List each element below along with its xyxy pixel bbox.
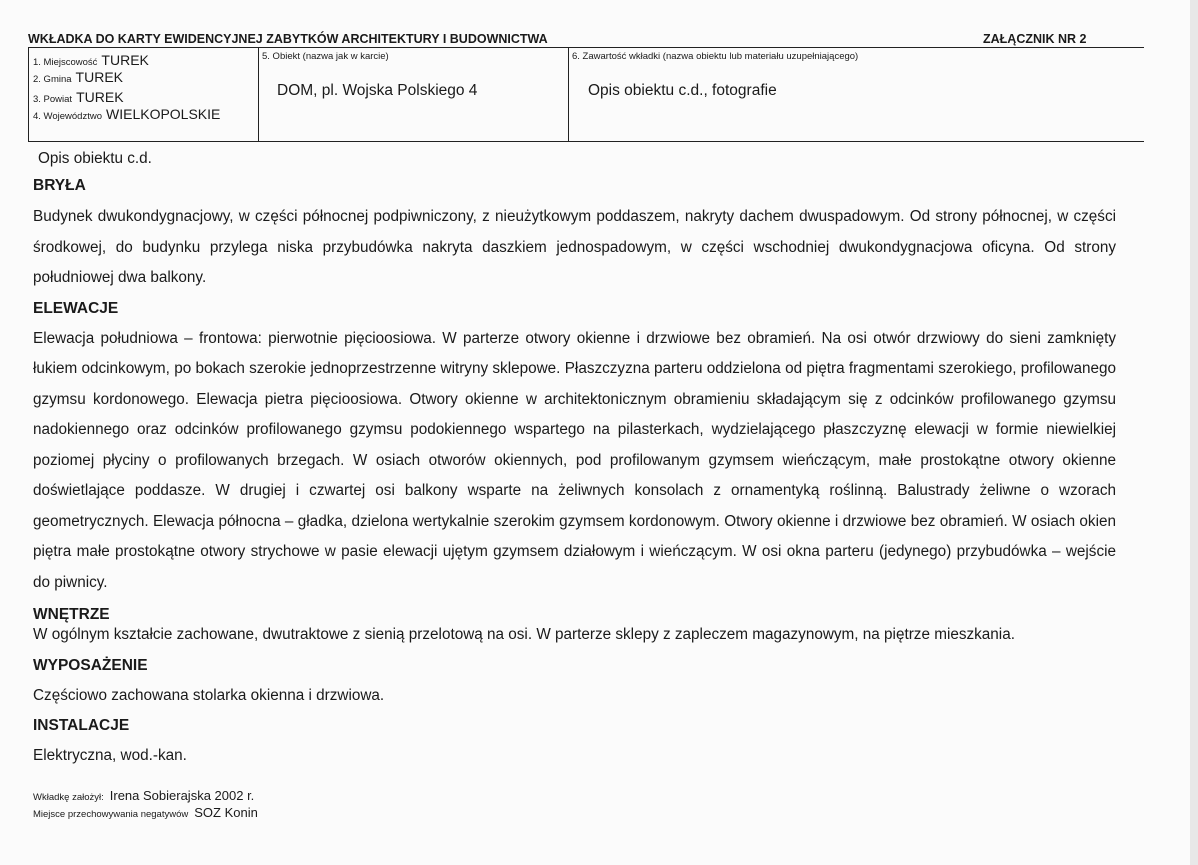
storage-label: Miejsce przechowywania negatywów [33, 809, 189, 820]
column-divider-1 [258, 47, 259, 141]
column-divider-2 [568, 47, 569, 141]
section-heading-bryla: BRYŁA [33, 177, 86, 194]
contents-value: Opis obiektu c.d., fotografie [588, 82, 777, 99]
section-text-instalacje: Elektryczna, wod.-kan. [33, 747, 187, 764]
storage-value: SOZ Konin [194, 805, 258, 820]
section-text-wyposazenie: Częściowo zachowana stolarka okienna i drzwiowa. [33, 687, 385, 704]
section-text-wnetrze: W ogólnym kształcie zachowane, dwutraktowe z sienią przelotową na osi. W parterze sklepy z zapleczem magazynowym, na piętrze mieszkania. [33, 626, 1015, 643]
section-text-elewacje: Elewacja południowa – frontowa: pierwotnie pięcioosiowa. W parterze otwory okienne i drzwiowe bez obramień. Na osi otwór drzwiowy do sieni zamknięty łukiem odcinkowym, po bokach szerokie jednoprzestrzenne witryny sklepowe. Płaszczyzna parteru oddzielona od piętra fragmentami szerokiego, profilowanego gzymsu kordonowego. Elewacja pietra pięcioosiowa. Otwory okienne w architektonicznym obramieniu składającym się z odcinków profilowanego gzymsu nadokiennego oraz odcinków profilowanego gzymsu podokiennego wspartego na pilasterkach, wydzielającego płaszczyznę elewacji w formie niewielkiej poziomej płyciny o profilowanych brzegach. W osiach otworów okiennych, pod profilowanym gzymsem wieńczącym, małe prostokątne otwory okienne doświetlające poddasze. W drugiej i czwartej osi balkony wsparte na żeliwnych konsolach z ornamentyką roślinną. Balustrady żeliwne o wzorach geometrycznych. Elewacja północna – gładka, dzielona wertykalnie szerokim gzymsem kordonowym. Otwory okienne i drzwiowe bez obramień. W osiach okien piętra małe prostokątne otwory strychowe w pasie elewacji ujętym gzymsem działowym i wieńczącym. W osi okna parteru (jedynego) przybudówka – wejście do piwnicy. [33, 329, 1116, 591]
section-heading-elewacje: ELEWACJE [33, 299, 119, 317]
author-label: Wkładkę założył: [33, 792, 104, 803]
miejscowosc-value: TUREK [101, 52, 149, 68]
continuation-note: Opis obiektu c.d. [38, 150, 152, 167]
section-text-bryla: Budynek dwukondygnacjowy, w części północnej podpiwniczony, z nieużytkowym poddaszem, nakryty dachem dwuspadowym. Od strony północnej, w części środkowej, do budynku przylega niska przybudówka nakryta daszkiem jednospadowym, w części wschodniej dwukondygnacjowa oficyna. Od strony południowej dwa balkony. [33, 208, 1116, 286]
section-heading-wyposazenie: WYPOSAŻENIE [33, 657, 148, 674]
section-heading-instalacje: INSTALACJE [33, 717, 130, 734]
footer-storage [33, 804, 258, 822]
table-bottom-rule [28, 141, 1144, 142]
object-value: DOM, pl. Wojska Polskiego 4 [277, 82, 478, 99]
field-gmina [33, 69, 123, 87]
contents-label: 6. Zawartość wkładki (nazwa obiektu lub materiału uzupełniającego) [572, 51, 859, 62]
annex-number: ZAŁĄCZNIK NR 2 [983, 32, 1087, 46]
description-body [33, 148, 1116, 772]
scan-edge [1190, 0, 1198, 865]
object-label: 5. Obiekt (nazwa jak w karcie) [262, 51, 389, 62]
gmina-label: 2. Gmina [33, 74, 72, 85]
field-wojewodztwo [33, 106, 220, 124]
document-title: WKŁADKA DO KARTY EWIDENCYJNEJ ZABYTKÓW ARCHITEKTURY I BUDOWNICTWA [28, 32, 548, 46]
wojewodztwo-label: 4. Województwo [33, 111, 102, 122]
section-heading-wnetrze: WNĘTRZE [33, 606, 110, 623]
field-miejscowosc [33, 52, 149, 70]
miejscowosc-label: 1. Miejscowość [33, 57, 98, 68]
footer-author [33, 787, 254, 805]
powiat-value: TUREK [76, 89, 124, 105]
wojewodztwo-value: WIELKOPOLSKIE [106, 106, 221, 122]
header-rule [28, 47, 1144, 48]
gmina-value: TUREK [75, 69, 123, 85]
field-powiat [33, 89, 124, 107]
powiat-label: 3. Powiat [33, 94, 73, 105]
author-value: Irena Sobierajska 2002 r. [109, 788, 255, 803]
table-left-border [28, 47, 29, 141]
